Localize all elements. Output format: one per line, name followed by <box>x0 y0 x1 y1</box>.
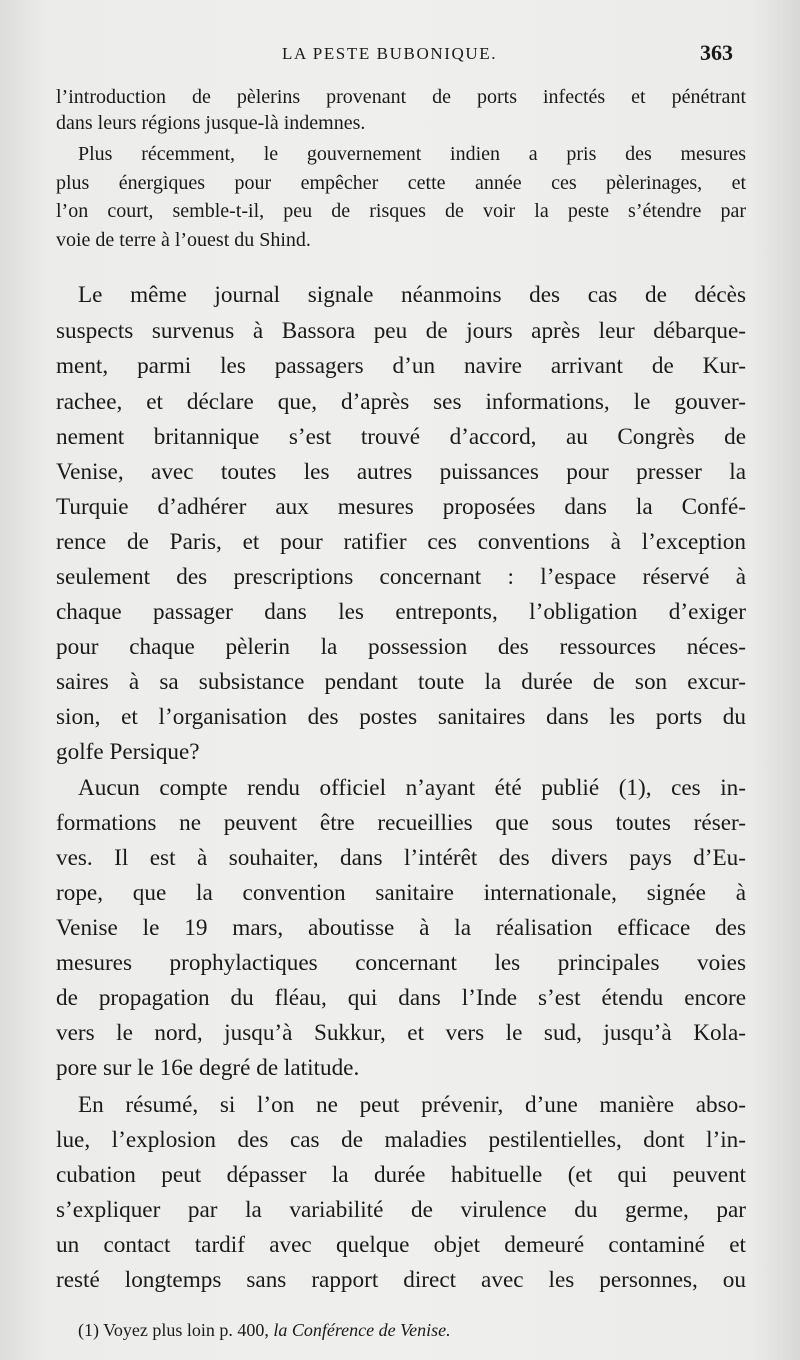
running-head: LA PESTE BUBONIQUE. <box>282 44 498 63</box>
footnote-text: (1) Voyez plus loin p. 400, <box>78 1320 269 1340</box>
text-line: formations ne peuvent être recueillies que sous toutes réser- <box>56 810 746 836</box>
text-line: l’introduction de pèlerins provenant de ports infectés et pénétrant <box>56 86 746 108</box>
footnote-title: la Conférence de Venise. <box>273 1320 451 1340</box>
text-line: suspects survenus à Bassora peu de jours après leur débarque- <box>56 318 746 344</box>
text-line: rachee, et déclare que, d’après ses informations, le gouver- <box>56 389 746 415</box>
text-line: sion, et l’organisation des postes sanitaires dans les ports du <box>56 704 746 730</box>
text-line: Plus récemment, le gouvernement indien a pris des mesures <box>78 143 746 165</box>
text-line: un contact tardif avec quelque objet demeuré contaminé et <box>56 1232 746 1258</box>
text-line: rence de Paris, et pour ratifier ces conventions à l’exception <box>56 529 746 555</box>
text-line: chaque passager dans les entreponts, l’obligation d’exiger <box>56 599 746 625</box>
text-line: pour chaque pèlerin la possession des ressources néces- <box>56 634 746 660</box>
text-line: Venise, avec toutes les autres puissances pour presser la <box>56 459 746 485</box>
text-line: mesures prophylactiques concernant les principales voies <box>56 950 746 976</box>
text-line: de propagation du fléau, qui dans l’Inde s’est étendu encore <box>56 985 746 1011</box>
text-line: nement britannique s’est trouvé d’accord, au Congrès de <box>56 424 746 450</box>
page-header <box>0 40 800 74</box>
text-line: s’expliquer par la variabilité de virulence du germe, par <box>56 1197 746 1223</box>
text-line: pore sur le 16e degré de latitude. <box>56 1055 360 1081</box>
text-line: rope, que la convention sanitaire internationale, signée à <box>56 880 746 906</box>
text-line: plus énergiques pour empêcher cette année ces pèlerinages, et <box>56 172 746 194</box>
text-line: Venise le 19 mars, aboutisse à la réalisation efficace des <box>56 915 746 941</box>
text-line: Aucun compte rendu officiel n’ayant été publié (1), ces in- <box>78 775 746 801</box>
text-line: golfe Persique? <box>56 739 200 765</box>
text-line: resté longtemps sans rapport direct avec les personnes, ou <box>56 1267 746 1293</box>
text-line: ves. Il est à souhaiter, dans l’intérêt des divers pays d’Eu- <box>56 845 746 871</box>
text-line: voie de terre à l’ouest du Shind. <box>56 229 311 251</box>
text-line: dans leurs régions jusque-là indemnes. <box>56 112 366 134</box>
text-line: cubation peut dépasser la durée habituelle (et qui peuvent <box>56 1162 746 1188</box>
text-line: vers le nord, jusqu’à Sukkur, et vers le sud, jusqu’à Kola- <box>56 1020 746 1046</box>
text-line: En résumé, si l’on ne peut prévenir, d’une manière abso- <box>78 1092 746 1118</box>
text-line: lue, l’explosion des cas de maladies pestilentielles, dont l’in- <box>56 1127 746 1153</box>
text-line: Turquie d’adhérer aux mesures proposées dans la Confé- <box>56 494 746 520</box>
text-line: ment, parmi les passagers d’un navire arrivant de Kur- <box>56 353 746 379</box>
text-line: seulement des prescriptions concernant : l’espace réservé à <box>56 564 746 590</box>
text-line: l’on court, semble-t-il, peu de risques de voir la peste s’étendre par <box>56 200 746 222</box>
text-line: Le même journal signale néanmoins des cas de décès <box>78 282 746 308</box>
text-line: saires à sa subsistance pendant toute la durée de son excur- <box>56 669 746 695</box>
page-number: 363 <box>700 40 733 65</box>
footnote <box>78 1320 451 1341</box>
